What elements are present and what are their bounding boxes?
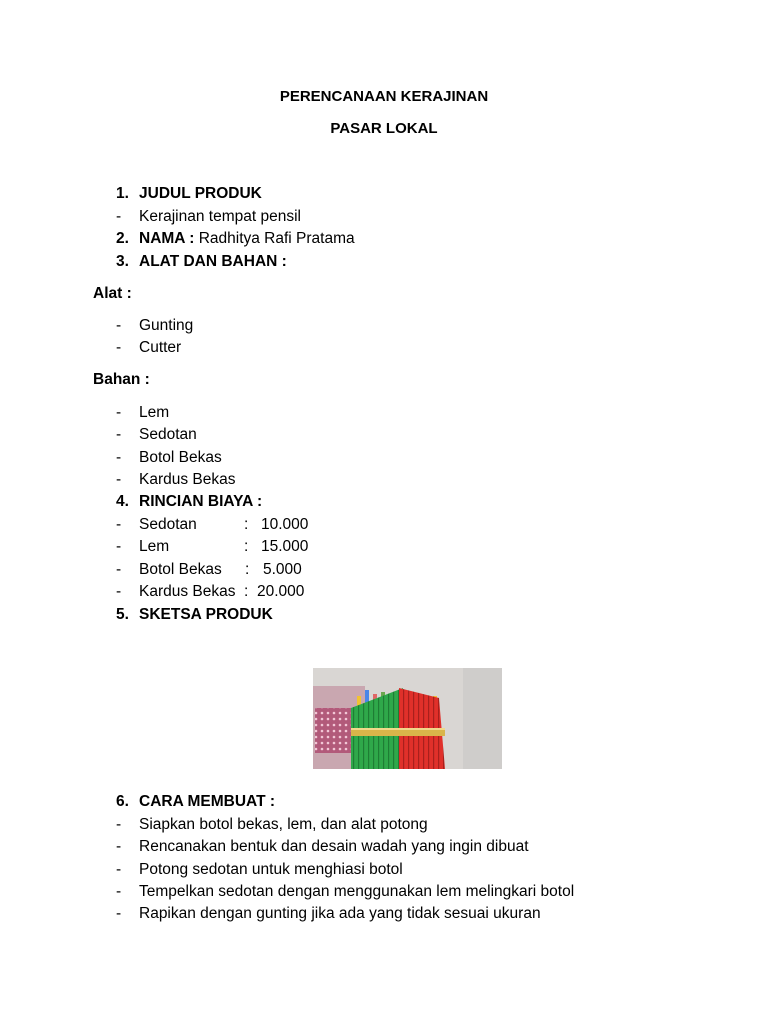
section-number: 6. [116, 793, 129, 810]
section-heading: RINCIAN BIAYA : [139, 493, 263, 510]
section-heading: SKETSA PRODUK [139, 606, 273, 623]
step-text: Rencanakan bentuk dan desain wadah yang ingin dibuat [139, 838, 529, 855]
section-heading: NAMA : [139, 230, 195, 247]
step-text: Potong sedotan untuk menghiasi botol [139, 861, 403, 878]
dash-marker: - [116, 471, 122, 488]
material-item: Botol Bekas [139, 449, 222, 466]
cost-item-value: 20.000 [257, 583, 305, 600]
material-item: Lem [139, 404, 170, 421]
dash-marker: - [116, 861, 122, 878]
material-item: Kardus Bekas [139, 471, 236, 488]
doc-subtitle: PASAR LOKAL [330, 120, 438, 137]
pencil-holder-photo [313, 668, 502, 769]
cost-item-name: Kardus Bekas [139, 583, 236, 600]
alat-label: Alat : [93, 285, 132, 302]
cost-item-name: Sedotan [139, 516, 197, 533]
section-number: 1. [116, 185, 129, 202]
section-heading: CARA MEMBUAT : [139, 793, 276, 810]
step-text: Tempelkan sedotan dengan menggunakan lem melingkari botol [139, 883, 575, 900]
dash-marker: - [116, 208, 122, 225]
section-number: 5. [116, 606, 129, 623]
cost-colon: : [244, 538, 249, 555]
doc-title: PERENCANAAN KERAJINAN [279, 88, 489, 105]
dash-marker: - [116, 404, 122, 421]
section-number: 4. [116, 493, 129, 510]
dash-marker: - [116, 317, 122, 334]
tool-item: Gunting [139, 317, 194, 334]
section-heading: JUDUL PRODUK [139, 185, 262, 202]
step-text: Siapkan botol bekas, lem, dan alat potong [139, 816, 428, 833]
dash-marker: - [116, 905, 122, 922]
cost-item-value: 5.000 [263, 561, 302, 578]
bahan-label: Bahan : [93, 371, 150, 388]
section-number: 3. [116, 253, 129, 270]
cost-colon: : [244, 583, 249, 600]
dash-marker: - [116, 883, 122, 900]
product-title: Kerajinan tempat pensil [139, 208, 301, 225]
cost-colon: : [244, 516, 249, 533]
step-text: Rapikan dengan gunting jika ada yang tidak sesuai ukuran [139, 905, 541, 922]
author-name: Radhitya Rafi Pratama [198, 230, 355, 247]
cost-colon: : [245, 561, 250, 578]
dash-marker: - [116, 426, 122, 443]
pencil-holder-illustration [313, 668, 502, 769]
dash-marker: - [116, 816, 122, 833]
cost-item-value: 10.000 [261, 516, 309, 533]
dash-marker: - [116, 538, 122, 555]
dash-marker: - [116, 339, 122, 356]
section-heading: ALAT DAN BAHAN : [139, 253, 287, 270]
material-item: Sedotan [139, 426, 197, 443]
tool-item: Cutter [139, 339, 182, 356]
cost-item-name: Lem [139, 538, 170, 555]
dash-marker: - [116, 516, 122, 533]
section-number: 2. [116, 230, 129, 247]
dash-marker: - [116, 583, 122, 600]
dash-marker: - [116, 838, 122, 855]
cost-item-name: Botol Bekas [139, 561, 222, 578]
cost-item-value: 15.000 [261, 538, 309, 555]
dash-marker: - [116, 561, 122, 578]
dash-marker: - [116, 449, 122, 466]
